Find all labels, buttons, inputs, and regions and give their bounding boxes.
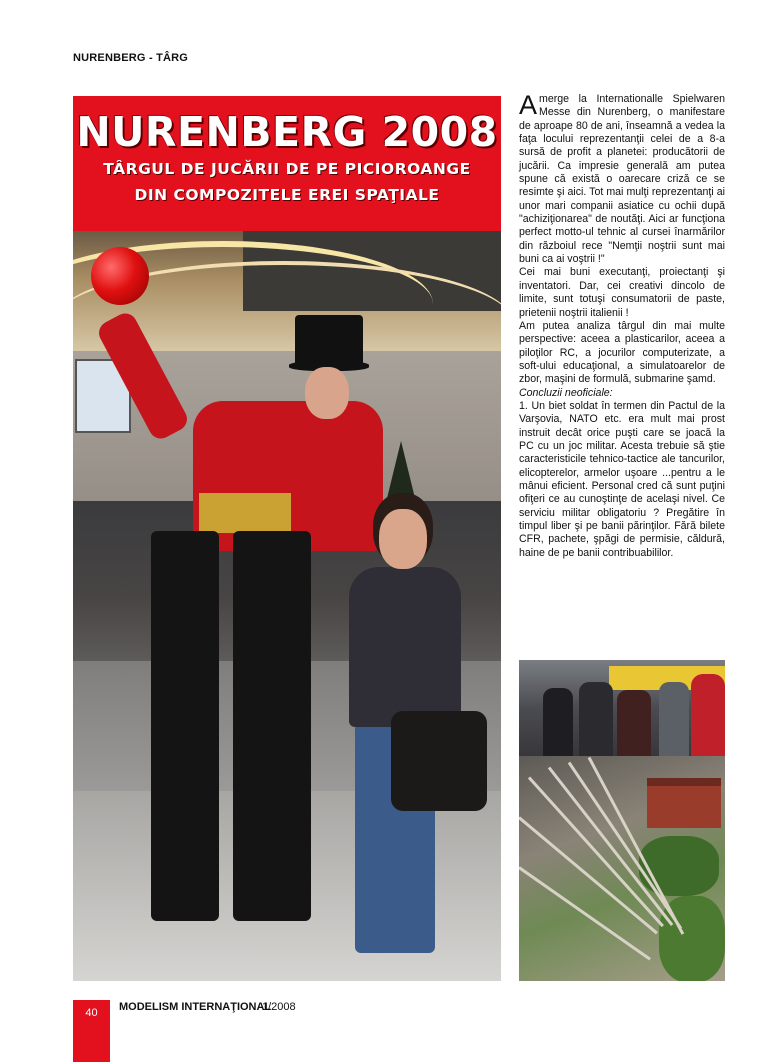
paragraph-1: Amerge la Internationalle Spielwaren Messe din Nurenberg, o manifestare de aproape 80 de ani, înseamnă a vedea la faţa locului reprezentanţii celei de a 8-a sursă de profit a planetei: producătorii de jucării. Ca impresie generală am putea spune că există o oarecare criză ce se resimte şi aici. Tot mai mulţi reprezentanţi ai unor mari companii asiatice cu ochii după "achiziţionarea" de noutăţi. Aici ar funcţiona perfect motto-ul tehnic al cursei înarmărilor din războiul rece "Nemţii noştrii sunt mai buni ca ai voştrii !" [519, 90, 725, 266]
top-hat [295, 315, 363, 367]
red-ball [91, 247, 149, 305]
page-title: NURENBERG 2008 [76, 108, 498, 156]
issue-number: 1/2008 [262, 1001, 296, 1013]
handbag [391, 711, 487, 811]
railway-layout-photo [519, 756, 725, 981]
paragraph-2: Cei mai buni executanţi, proiectanţi şi inventatori. Dar, cei creativi dincolo de limite, sunt totuşi consumatorii de paste, prietenii noştrii italienii ! [519, 266, 725, 319]
page-number: 40 [73, 1000, 110, 1062]
article-text [519, 90, 725, 560]
title-banner [73, 96, 501, 231]
subtitle-line-1: TÂRGUL DE JUCĂRII DE PE PICIOROANGE [103, 160, 471, 178]
section-label: NURENBERG - TÂRG [73, 52, 189, 64]
paragraph-4: 1. Un biet soldat în termen din Pactul de la Varşovia, NATO etc. era mult mai prost instruit decât orice puşti care se joacă la PC cu un joc militar. Acesta trebuie să ştie caracteristicile tehnico-tactice ale tancurilor, elicopterelor, armelor uşoare ...pentru a le mânui eficient. Personal cred că sunt puţini ofiţeri ce au cunoştinţe de acelaşi nivel. Ce serviciu militar obligatoriu ? Pregătire în timpul liber şi pe banii părinţilor. Fără bilete CFR, pachete, şpăgi de permisie, căldură, haine de pe banii contribuabililor. [519, 399, 725, 559]
dropcap: A [519, 90, 538, 120]
paragraph-3: Am putea analiza târgul din mai multe perspective: aceea a plasticarilor, aceea a piloţilor RC, a jocurilor computerizate, a soft-ului educaţional, a simulatoarelor de zbor, maşini de formulă, submarine şamd. [519, 319, 725, 386]
subhead: Concluzii neoficiale: [519, 386, 613, 399]
main-photo [73, 231, 501, 981]
subtitle-line-2: DIN COMPOZITELE EREI SPAŢIALE [134, 186, 440, 204]
magazine-name: MODELISM INTERNAŢIONAL [119, 1001, 272, 1013]
